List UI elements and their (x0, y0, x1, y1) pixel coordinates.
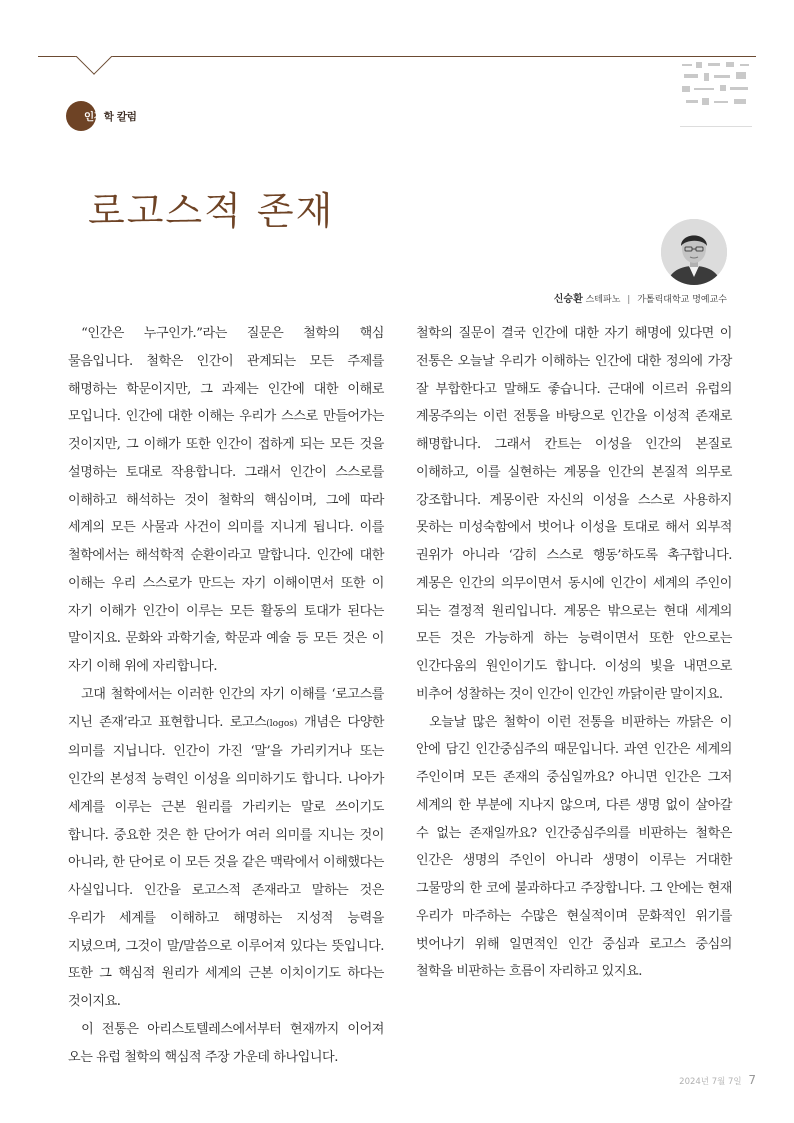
column-label-first: 인간 (84, 111, 104, 123)
page-number: 7 (748, 1073, 756, 1087)
author-portrait-drawing (661, 219, 727, 285)
body-column-left (68, 320, 384, 1071)
body-paragraph: 오늘날 많은 철학이 이런 전통을 비판하는 까닭은 이 안에 담긴 인간중심주의 때문입니다. 과연 인간은 세계의 주인이며 모든 존재의 중심일까요? 아니면 인간은 그저 세계의 한 부분에 지나지 않으며, 다른 생명 없이 살아갈 수 없는 존재일까요? 인간중심주의를 비판하는 철학은 인간은 생명의 주인이 아니라 생명이 이루는 거대한 그물망의 한 코에 불과하다고 주장합니다. 그 안에는 현재 우리가 마주하는 수많은 현실적이며 문화적인 위기를 벗어나기 위해 일면적인 인간 중심과 로고스 중심의 철학을 비판하는 흐름이 자리하고 있지요. (416, 714, 732, 980)
author-credit (500, 290, 727, 305)
body-paragraph: 이 전통은 아리스토텔레스에서부터 현재까지 이어져 오는 유럽 철학의 핵심적 주장 가운데 하나입니다. (68, 1021, 384, 1065)
header-rule (38, 56, 756, 57)
page-footer (679, 1073, 756, 1087)
stamp-mark-icon (680, 60, 752, 132)
author-affiliation: 가톨릭대학교 명예교수 (637, 295, 727, 305)
body-paragraph: “인간은 누구인가.”라는 질문은 철학의 핵심 물음입니다. 철학은 인간이 관계되는 모든 주제를 해명하는 학문이지만, 그 과제는 인간에 대한 이해로 모입니다. 인간에 대한 이해는 우리가 스스로 만들어가는 것이지만, 그 이해가 또한 인간이 접하게 되는 모든 것을 설명하는 토대로 작용합니다. 그래서 인간이 스스로를 이해하고 해석하는 것이 철학의 핵심이며, 그에 따라 세계의 모든 사물과 사건이 의미를 지니게 됩니다. 이를 철학에서는 해석학적 순환이라고 말합니다. 인간에 대한 이해는 우리 스스로가 만드는 자기 이해이면서 또한 이 자기 이해가 인간이 이루는 모든 활동의 토대가 된다는 말이지요. 문화와 과학기술, 학문과 예술 등 모든 것은 이 자기 이해 위에 자리합니다. (68, 326, 384, 674)
chevron-down-icon (74, 56, 114, 76)
body-column-right (416, 320, 732, 986)
author-baptismal-name: 스테파노 (585, 295, 621, 305)
column-label (66, 101, 137, 131)
body-paragraph: 고대 철학에서는 이러한 인간의 자기 이해를 ‘로고스를 지닌 존재’라고 표현합니다. 로고스(logos) 개념은 다양한 의미를 지닙니다. 인간이 가진 ‘말’을 가리키거나 또는 인간의 본성적 능력인 이성을 의미하기도 합니다. 나아가 세계를 이루는 근본 원리를 가리키는 말로 쓰이기도 합니다. 중요한 것은 한 단어가 여러 의미를 지니는 것이 아니라, 한 단어로 이 모든 것을 같은 맥락에서 이해했다는 사실입니다. 인간을 로고스적 존재라고 말하는 것은 우리가 세계를 이해하고 해명하는 지성적 능력을 지녔으며, 그것이 말/말씀으로 이루어져 있다는 뜻입니다. 또한 그 핵심적 원리가 세계의 근본 이치이기도 하다는 것이지요. (68, 686, 384, 1009)
article-title: 로고스적 존재 (88, 189, 335, 233)
issue-date: 2024년 7월 7일 (679, 1077, 742, 1087)
column-label-rest: 학 칼럼 (103, 111, 137, 123)
author-separator: | (627, 295, 631, 305)
body-paragraph: 철학의 질문이 결국 인간에 대한 자기 해명에 있다면 이 전통은 오늘날 우리가 이해하는 인간에 대한 정의에 가장 잘 부합한다고 말해도 좋습니다. 근대에 이르러 유럽의 계몽주의는 이런 전통을 바탕으로 인간을 이성적 존재로 해명합니다. 그래서 칸트는 이성을 인간의 본질로 이해하고, 이를 실현하는 계몽을 인간의 본질적 의무로 강조합니다. 계몽이란 자신의 이성을 스스로 사용하지 못하는 미성숙함에서 벗어나 이성을 토대로 해서 외부적 권위가 아니라 ‘감히 스스로 행동’하도록 촉구합니다. 계몽은 인간의 의무이면서 동시에 인간이 세계의 주인이 되는 결정적 원리입니다. 계몽은 밖으로는 현대 세계의 모든 것은 가능하게 하는 능력이면서 또한 안으로는 인간다움의 원인이기도 합니다. 이성의 빛을 내면으로 비추어 성찰하는 것이 인간이 인간인 까닭이란 말이지요. (416, 326, 732, 702)
author-name: 신승환 (553, 294, 583, 305)
logos-term: (logos) (266, 718, 298, 729)
author-portrait (661, 219, 727, 285)
